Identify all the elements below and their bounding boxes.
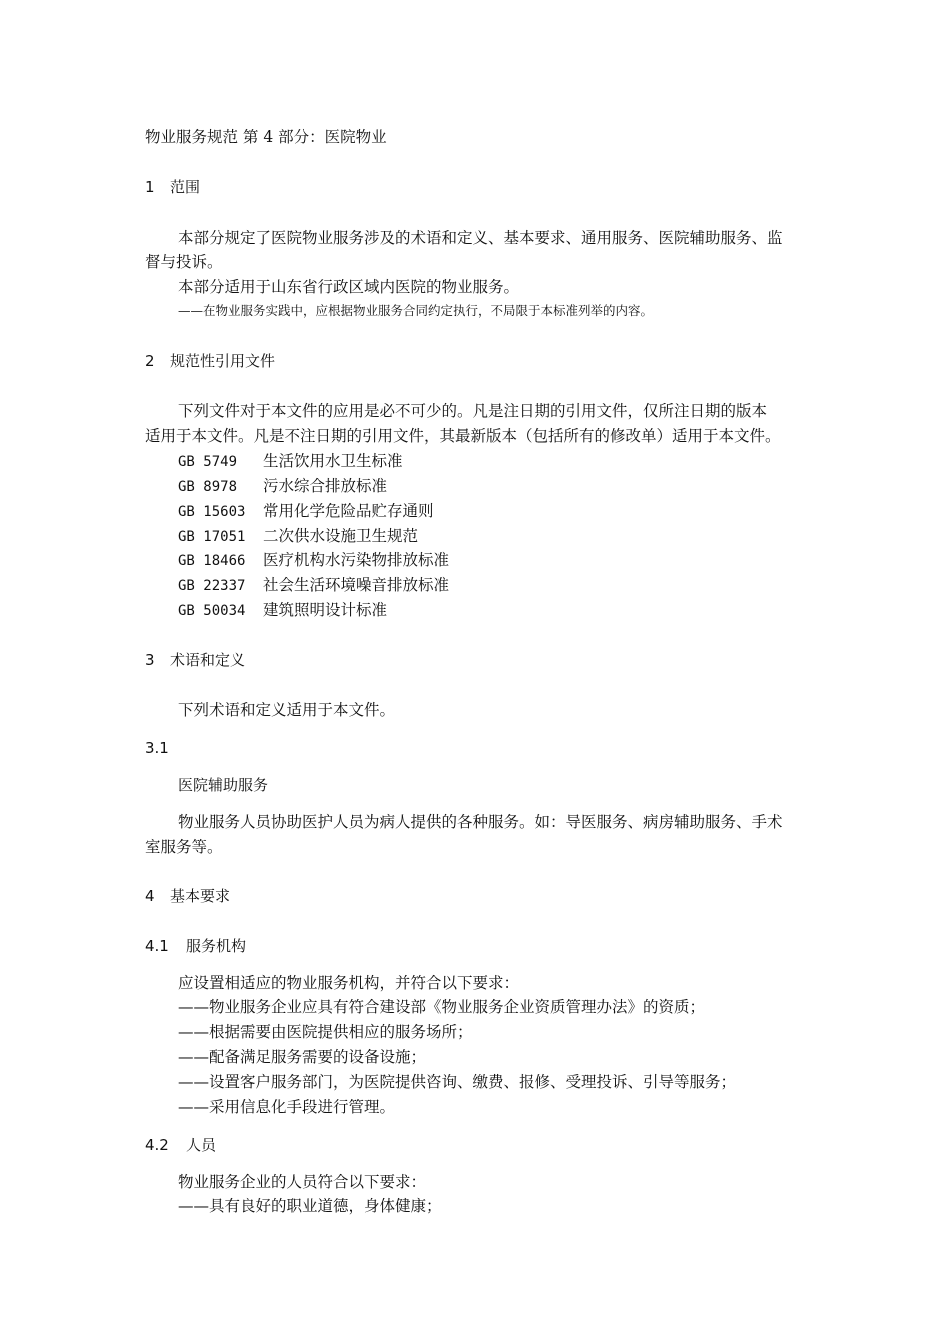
section-title: 规范性引用文件 <box>170 352 276 370</box>
section-number: 2 <box>145 352 155 370</box>
paragraph-line: 下列术语和定义适用于本文件。 <box>178 701 396 719</box>
section-number: 4 <box>145 887 155 905</box>
reference-name: 二次供水设施卫生规范 <box>263 527 419 545</box>
reference-code: GB 50034 <box>178 603 246 619</box>
section-title: 基本要求 <box>170 887 231 905</box>
subsection-number: 3.1 <box>145 739 169 757</box>
subsection-title: 人员 <box>186 1136 217 1154</box>
subsection-number: 4.2 <box>145 1136 169 1154</box>
definition-line: 物业服务人员协助医护人员为病人提供的各种服务。如：导医服务、病房辅助服务、手术 <box>178 813 783 831</box>
reference-item <box>178 599 387 622</box>
paragraph-line: 本部分规定了医院物业服务涉及的术语和定义、基本要求、通用服务、医院辅助服务、监 <box>178 229 783 247</box>
document-title: 物业服务规范 第 4 部分：医院物业 <box>145 128 387 146</box>
reference-name: 生活饮用水卫生标准 <box>263 452 403 470</box>
list-item: ——设置客户服务部门，为医院提供咨询、缴费、报修、受理投诉、引导等服务； <box>178 1073 737 1091</box>
section-title: 范围 <box>170 178 201 196</box>
reference-item <box>178 574 449 597</box>
reference-code: GB 17051 <box>178 529 246 545</box>
term-name: 医院辅助服务 <box>178 776 269 794</box>
list-item: ——配备满足服务需要的设备设施； <box>178 1048 427 1066</box>
reference-name: 常用化学危险品贮存通则 <box>263 502 434 520</box>
list-item: ——根据需要由医院提供相应的服务场所； <box>178 1023 473 1041</box>
paragraph-line: 下列文件对于本文件的应用是必不可少的。凡是注日期的引用文件，仅所注日期的版本 <box>178 402 768 420</box>
subsection-4-2-heading <box>145 1134 216 1156</box>
reference-code: GB 8978 <box>178 479 238 495</box>
subsection-number: 4.1 <box>145 937 169 955</box>
section-3-heading <box>145 649 245 671</box>
section-number: 3 <box>145 651 155 669</box>
reference-item <box>178 450 403 473</box>
section-2-heading <box>145 350 275 372</box>
reference-item <box>178 500 434 523</box>
section-4-heading <box>145 885 230 907</box>
reference-name: 建筑照明设计标准 <box>263 601 388 619</box>
reference-item <box>178 475 387 498</box>
reference-item <box>178 549 449 572</box>
definition-line: 室服务等。 <box>145 838 223 856</box>
subsection-title: 服务机构 <box>186 937 247 955</box>
section-1-heading <box>145 176 200 198</box>
reference-code: GB 18466 <box>178 553 246 569</box>
note-line: ——在物业服务实践中，应根据物业服务合同约定执行，不局限于本标准列举的内容。 <box>178 303 654 318</box>
reference-name: 医疗机构水污染物排放标准 <box>263 551 450 569</box>
paragraph-line: 应设置相适应的物业服务机构，并符合以下要求： <box>178 974 520 992</box>
reference-name: 社会生活环境噪音排放标准 <box>263 576 450 594</box>
paragraph-line: 适用于本文件。凡是不注日期的引用文件，其最新版本（包括所有的修改单）适用于本文件。 <box>145 427 781 445</box>
subsection-4-1-heading <box>145 935 246 957</box>
list-item: ——采用信息化手段进行管理。 <box>178 1098 396 1116</box>
paragraph-line: 物业服务企业的人员符合以下要求： <box>178 1173 427 1191</box>
paragraph-line: 本部分适用于山东省行政区域内医院的物业服务。 <box>178 278 520 296</box>
reference-item <box>178 525 418 548</box>
reference-code: GB 22337 <box>178 578 246 594</box>
reference-code: GB 5749 <box>178 454 238 470</box>
section-number: 1 <box>145 178 155 196</box>
paragraph-line: 督与投诉。 <box>145 253 223 271</box>
list-item: ——具有良好的职业道德，身体健康； <box>178 1197 442 1215</box>
reference-code: GB 15603 <box>178 504 246 520</box>
list-item: ——物业服务企业应具有符合建设部《物业服务企业资质管理办法》的资质； <box>178 998 706 1016</box>
reference-name: 污水综合排放标准 <box>263 477 388 495</box>
section-title: 术语和定义 <box>170 651 246 669</box>
